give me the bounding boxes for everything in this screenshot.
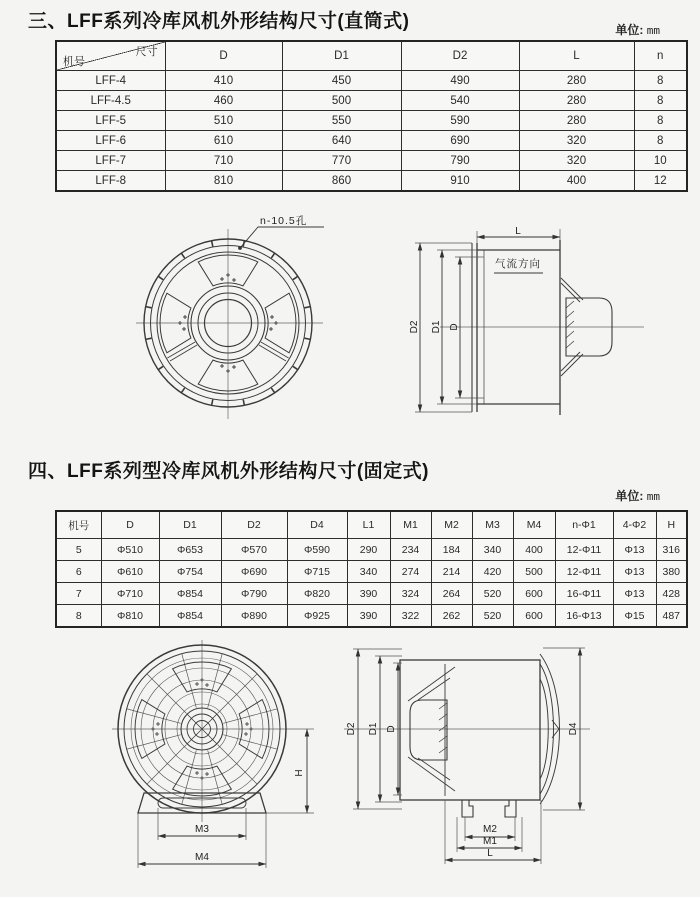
value-cell: Φ653 <box>159 539 221 561</box>
value-cell: 510 <box>165 111 282 131</box>
value-cell: Φ810 <box>101 605 159 628</box>
value-cell: Φ790 <box>221 583 287 605</box>
value-cell: 8 <box>634 71 687 91</box>
column-header: D1 <box>282 41 401 71</box>
value-cell: Φ715 <box>287 561 347 583</box>
value-cell: 340 <box>347 561 390 583</box>
value-cell: 520 <box>472 605 513 628</box>
table-row <box>56 111 687 131</box>
value-cell: 460 <box>165 91 282 111</box>
table1-corner-cell <box>56 41 165 71</box>
column-header: M2 <box>431 511 472 539</box>
column-header: L <box>519 41 634 71</box>
value-cell: Φ754 <box>159 561 221 583</box>
value-cell: 290 <box>347 539 390 561</box>
value-cell: 550 <box>282 111 401 131</box>
value-cell: Φ854 <box>159 605 221 628</box>
dim-label-d1: D1 <box>431 320 442 334</box>
value-cell: Φ13 <box>613 561 656 583</box>
unit-value: mm <box>646 24 660 37</box>
model-cell: LFF-6 <box>56 131 165 151</box>
dim-label-m2: M2 <box>483 824 497 835</box>
table-row <box>56 91 687 111</box>
dim-label-d1: D1 <box>368 722 379 736</box>
section3-unit <box>555 21 660 38</box>
value-cell: 500 <box>282 91 401 111</box>
column-header: M1 <box>390 511 431 539</box>
value-cell: 12-Φ11 <box>555 539 613 561</box>
value-cell: Φ925 <box>287 605 347 628</box>
model-cell: 7 <box>56 583 101 605</box>
value-cell: 420 <box>472 561 513 583</box>
value-cell: 860 <box>282 171 401 192</box>
value-cell: Φ590 <box>287 539 347 561</box>
dim-label-d2: D2 <box>346 722 357 736</box>
table-row <box>56 131 687 151</box>
column-header: 机号 <box>56 511 101 539</box>
value-cell: 280 <box>519 71 634 91</box>
table2-header-row <box>56 511 687 539</box>
dim-label-l: L <box>487 848 493 859</box>
dim-label-h: H <box>294 769 305 777</box>
model-cell: 8 <box>56 605 101 628</box>
table2-body <box>56 539 687 628</box>
value-cell: 280 <box>519 111 634 131</box>
value-cell: 390 <box>347 583 390 605</box>
dim-label-m1: M1 <box>483 836 497 847</box>
value-cell: 490 <box>401 71 519 91</box>
value-cell: 910 <box>401 171 519 192</box>
value-cell: 450 <box>282 71 401 91</box>
value-cell: 428 <box>656 583 687 605</box>
column-header: H <box>656 511 687 539</box>
value-cell: Φ710 <box>101 583 159 605</box>
table1-body <box>56 71 687 192</box>
value-cell: 590 <box>401 111 519 131</box>
value-cell: 262 <box>431 605 472 628</box>
section4-heading: 四、LFF系列型冷库风机外形结构尺寸(固定式) <box>28 461 429 482</box>
dim-label-d: D <box>386 725 397 733</box>
value-cell: 410 <box>165 71 282 91</box>
value-cell: 790 <box>401 151 519 171</box>
value-cell: Φ690 <box>221 561 287 583</box>
value-cell: 234 <box>390 539 431 561</box>
value-cell: 770 <box>282 151 401 171</box>
value-cell: 640 <box>282 131 401 151</box>
value-cell: 264 <box>431 583 472 605</box>
value-cell: Φ13 <box>613 539 656 561</box>
unit-label: 单位: <box>615 489 644 503</box>
value-cell: 274 <box>390 561 431 583</box>
value-cell: 16-Φ13 <box>555 605 613 628</box>
value-cell: 8 <box>634 111 687 131</box>
value-cell: 12-Φ11 <box>555 561 613 583</box>
value-cell: 380 <box>656 561 687 583</box>
dim-label-d: D <box>449 323 460 331</box>
table-row <box>56 583 687 605</box>
value-cell: 10 <box>634 151 687 171</box>
value-cell: 322 <box>390 605 431 628</box>
column-header: n <box>634 41 687 71</box>
column-header: D4 <box>287 511 347 539</box>
value-cell: 400 <box>513 539 555 561</box>
value-cell: 500 <box>513 561 555 583</box>
model-cell: 5 <box>56 539 101 561</box>
hub-hatching <box>566 301 574 348</box>
model-cell: LFF-4.5 <box>56 91 165 111</box>
callout-leader-line <box>240 227 324 248</box>
section3-heading: 三、LFF系列冷库风机外形结构尺寸(直筒式) <box>28 11 410 32</box>
value-cell: 540 <box>401 91 519 111</box>
airflow-direction-label: 气流方向 <box>495 258 541 270</box>
model-cell: LFF-7 <box>56 151 165 171</box>
table-row <box>56 561 687 583</box>
value-cell: 520 <box>472 583 513 605</box>
value-cell: 214 <box>431 561 472 583</box>
mounting-foot-left <box>462 800 473 817</box>
fan-front-drawing-fixed <box>106 636 328 884</box>
column-header: D1 <box>159 511 221 539</box>
fan-front-drawing-straight <box>128 196 390 436</box>
value-cell: 12 <box>634 171 687 192</box>
value-cell: 316 <box>656 539 687 561</box>
column-header: D <box>165 41 282 71</box>
value-cell: 390 <box>347 605 390 628</box>
value-cell: 8 <box>634 131 687 151</box>
table-row <box>56 171 687 192</box>
value-cell: Φ13 <box>613 583 656 605</box>
dim-label-m3: M3 <box>195 824 209 835</box>
dim-label-m4: M4 <box>195 852 209 863</box>
mounting-foot-right <box>505 800 516 817</box>
column-header: M4 <box>513 511 555 539</box>
dim-label-d2: D2 <box>409 320 420 334</box>
column-header: L1 <box>347 511 390 539</box>
dim-label-l: L <box>515 226 521 237</box>
table-row <box>56 539 687 561</box>
value-cell: Φ15 <box>613 605 656 628</box>
column-header: 4-Φ2 <box>613 511 656 539</box>
section4-unit <box>555 487 660 504</box>
table1-header-row <box>56 41 687 71</box>
value-cell: 400 <box>519 171 634 192</box>
unit-label: 单位: <box>615 23 644 37</box>
corner-label-size: 尺寸 <box>135 46 158 58</box>
table-fixed-type <box>55 510 688 628</box>
value-cell: Φ610 <box>101 561 159 583</box>
dim-label-d4: D4 <box>568 722 579 736</box>
table-row <box>56 71 687 91</box>
value-cell: 610 <box>165 131 282 151</box>
fan-side-drawing-fixed <box>338 634 598 886</box>
value-cell: 280 <box>519 91 634 111</box>
value-cell: 710 <box>165 151 282 171</box>
value-cell: 810 <box>165 171 282 192</box>
table-straight-type <box>55 40 688 192</box>
value-cell: 487 <box>656 605 687 628</box>
value-cell: 16-Φ11 <box>555 583 613 605</box>
value-cell: 8 <box>634 91 687 111</box>
value-cell: 320 <box>519 151 634 171</box>
unit-value: mm <box>646 490 660 503</box>
corner-label-model: 机号 <box>63 56 85 68</box>
column-header: M3 <box>472 511 513 539</box>
value-cell: 324 <box>390 583 431 605</box>
column-header: n-Φ1 <box>555 511 613 539</box>
value-cell: 690 <box>401 131 519 151</box>
hub-hatching <box>439 703 447 753</box>
model-cell: LFF-4 <box>56 71 165 91</box>
bolt-holes-callout: n-10.5孔 <box>260 215 308 227</box>
value-cell: Φ510 <box>101 539 159 561</box>
value-cell: 320 <box>519 131 634 151</box>
value-cell: Φ570 <box>221 539 287 561</box>
model-cell: LFF-8 <box>56 171 165 192</box>
value-cell: Φ820 <box>287 583 347 605</box>
table-row <box>56 151 687 171</box>
value-cell: Φ854 <box>159 583 221 605</box>
value-cell: 184 <box>431 539 472 561</box>
table-row <box>56 605 687 628</box>
value-cell: 340 <box>472 539 513 561</box>
value-cell: 600 <box>513 583 555 605</box>
model-cell: LFF-5 <box>56 111 165 131</box>
fan-side-drawing-straight <box>406 216 650 428</box>
value-cell: Φ890 <box>221 605 287 628</box>
column-header: D <box>101 511 159 539</box>
column-header: D2 <box>221 511 287 539</box>
column-header: D2 <box>401 41 519 71</box>
model-cell: 6 <box>56 561 101 583</box>
value-cell: 600 <box>513 605 555 628</box>
